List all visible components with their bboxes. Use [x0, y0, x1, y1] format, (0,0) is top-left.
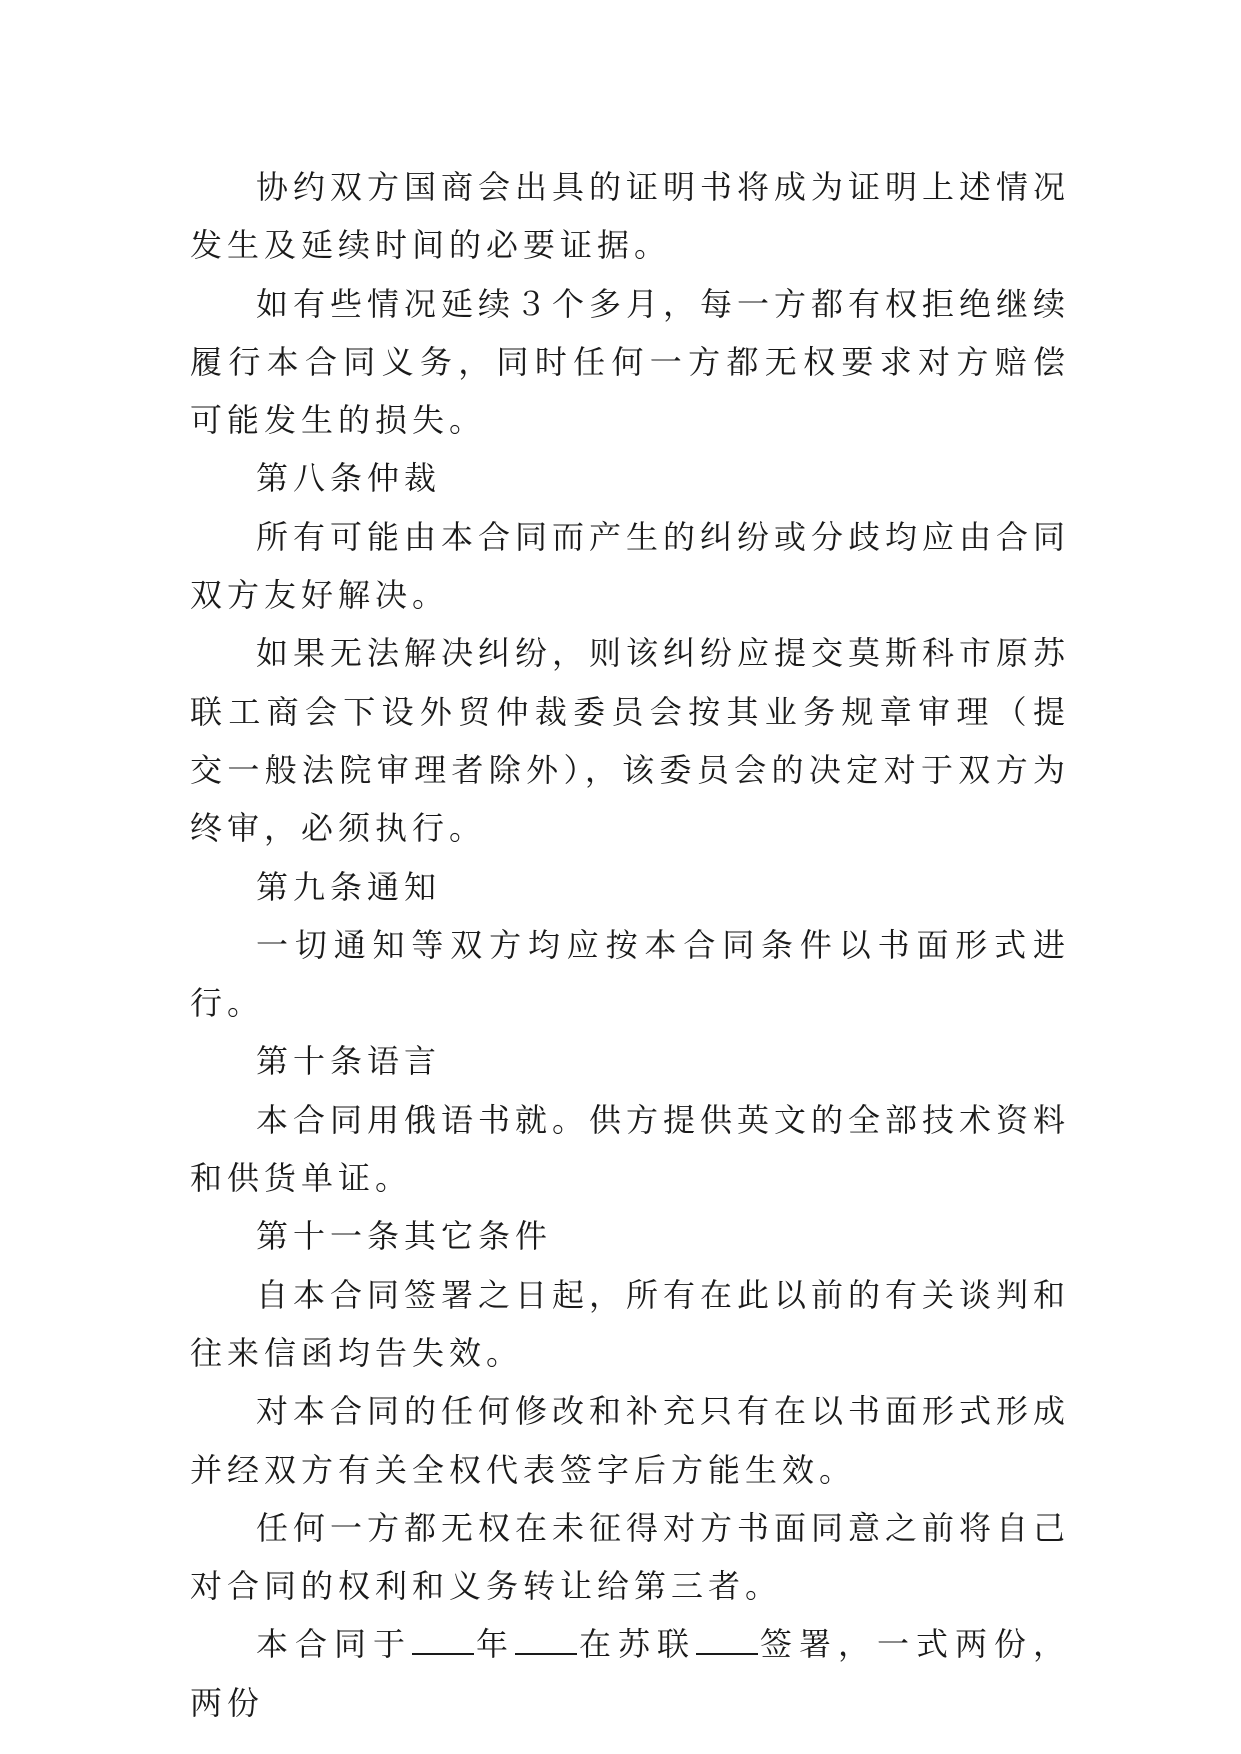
paragraph: 任何一方都无权在未征得对方书面同意之前将自己对合同的权利和义务转让给第三者。 — [190, 1508, 1071, 1606]
paragraph: 如有些情况延续３个多月，每一方都有权拒绝继续履行本合同义务，同时任何一方都无权要求对方赔偿可能发生的损失。 — [190, 284, 1071, 440]
document-body — [190, 158, 1070, 1732]
section-heading: 第八条仲裁 — [256, 459, 442, 498]
paragraph: 对本合同的任何修改和补充只有在以书面形式形成并经双方有关全权代表签字后方能生效。 — [190, 1392, 1071, 1489]
signing-text-2: 年 — [474, 1625, 515, 1664]
signing-text-1: 本合同于 — [256, 1625, 412, 1664]
section-heading: 第十一条其它条件 — [256, 1217, 553, 1256]
paragraph: 协约双方国商会出具的证明书将成为证明上述情况发生及延续时间的必要证据。 — [190, 168, 1071, 265]
blank-line — [412, 1623, 474, 1655]
blank-line — [515, 1623, 577, 1655]
paragraph: 所有可能由本合同而产生的纠纷或分歧均应由合同双方友好解决。 — [190, 517, 1071, 615]
paragraph: 一切通知等双方均应按本合同条件以书面形式进行。 — [190, 925, 1070, 1023]
signing-text-4: 签署，一式两份，两份 — [190, 1625, 1070, 1722]
section-heading: 第九条通知 — [256, 867, 442, 906]
paragraph: 本合同用俄语书就。供方提供英文的全部技术资料和供货单证。 — [190, 1100, 1071, 1198]
signing-paragraph — [190, 1615, 1070, 1732]
signing-text-3: 在苏联 — [577, 1625, 696, 1664]
paragraph: 如果无法解决纠纷，则该纠纷应提交莫斯科市原苏联工商会下设外贸仲裁委员会按其业务规章审理（提交一般法院审理者除外），该委员会的决定对于双方为终审，必须执行。 — [190, 634, 1071, 848]
blank-line — [696, 1623, 758, 1655]
paragraph: 自本合同签署之日起，所有在此以前的有关谈判和往来信函均告失效。 — [190, 1275, 1071, 1372]
section-heading: 第十条语言 — [256, 1042, 442, 1081]
